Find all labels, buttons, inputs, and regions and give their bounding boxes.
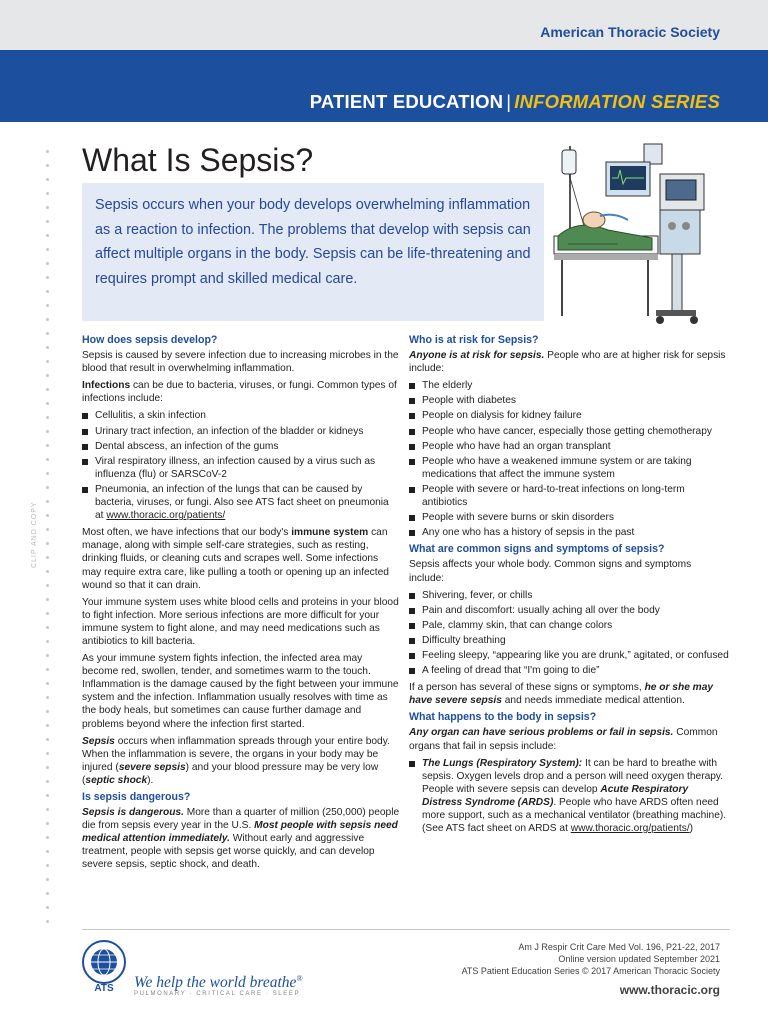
tagline-text: We help the world breathe [134, 974, 297, 992]
list-item: People who have cancer, especially those getting chemotherapy [409, 425, 729, 438]
list-item: Feeling sleepy, “appearing like you are drunk,” agitated, or confused [409, 649, 729, 662]
list-item: Shivering, fever, or chills [409, 589, 729, 602]
text: Most often, we have infections that our body's [82, 527, 292, 539]
left-column [82, 334, 400, 876]
svg-text:ATS: ATS [94, 983, 114, 992]
text: Without early and aggressive treatment, people with sepsis get worse quickly, and can develop severe sepsis, septic shock, and death. [82, 833, 375, 871]
list-item: People with severe burns or skin disorders [409, 511, 729, 524]
heading-is-dangerous: Is sepsis dangerous? [82, 791, 191, 803]
symptom-list [409, 589, 729, 678]
text: People who are at higher risk for sepsis include: [409, 350, 726, 375]
paragraph [82, 735, 400, 787]
clip-dotted-line [46, 150, 50, 934]
list-item: People who have a weakened immune system or are taking medications that affect the immune system [409, 455, 729, 481]
text: ). [147, 774, 154, 786]
bold-italic: The Lungs (Respiratory System): [422, 757, 583, 769]
update-note: Online version updated September 2021 [558, 954, 720, 964]
text: . People who have ARDS often need more support, such as a mechanical ventilator (breathing machine). (See ATS fact sheet on ARDS at [422, 796, 727, 835]
heading-who-at-risk: Who is at risk for Sepsis? [409, 334, 539, 346]
paragraph [409, 726, 729, 752]
list-item: People with severe or hard-to-treat infections on long-term antibiotics [409, 483, 729, 509]
list-item: A feeling of dread that “I'm going to die” [409, 664, 729, 677]
paragraph [82, 526, 400, 591]
series-copyright: ATS Patient Education Series © 2017 American Thoracic Society [461, 966, 720, 976]
citation-block [462, 941, 720, 977]
risk-list [409, 379, 729, 539]
text: Common organs that fail in sepsis include: [409, 727, 718, 752]
text: and needs immediate medical attention. [501, 695, 685, 707]
paragraph [82, 806, 400, 871]
page-title: What Is Sepsis? [82, 142, 314, 178]
text: Pneumonia, an infection of the lungs that can be caused by bacteria, viruses, or fungi. Also see ATS fact sheet on pneumonia at [95, 483, 389, 522]
list-item: The elderly [409, 379, 729, 392]
ards-link[interactable]: www.thoracic.org/patients/ [570, 823, 690, 835]
ats-logo [80, 940, 128, 992]
clip-and-copy-label: CLIP AND COPY [31, 501, 38, 568]
series-title [310, 91, 720, 113]
tagline [134, 974, 303, 992]
list-item: Viral respiratory illness, an infection caused by a virus such as influenza (flu) or SARSCoV-2 [82, 455, 400, 481]
heading-how-develop: How does sepsis develop? [82, 334, 218, 346]
bold-text: Infections [82, 380, 131, 392]
registered-mark: ® [296, 974, 303, 983]
bold-italic: severe sepsis [118, 761, 186, 773]
bold-italic: Acute Respiratory Distress Syndrome (ARDS) [422, 783, 689, 808]
series-sub: INFORMATION SERIES [514, 91, 720, 112]
citation: Am J Respir Crit Care Med Vol. 196, P21-22, 2017 [518, 942, 720, 952]
bold-text: immune system [291, 527, 369, 539]
bold-italic: septic shock [85, 774, 148, 786]
list-item: Any one who has a history of sepsis in the past [409, 526, 729, 539]
list-item [82, 483, 400, 522]
paragraph: Sepsis affects your whole body. Common signs and symptoms include: [409, 559, 692, 584]
text: More than a quarter of million (250,000) people die from sepsis every year in the U.S. [82, 807, 400, 832]
website-link[interactable]: www.thoracic.org [619, 983, 720, 997]
pneumonia-link[interactable]: www.thoracic.org/patients/ [106, 510, 226, 522]
paragraph [82, 379, 400, 405]
heading-signs-symptoms: What are common signs and symptoms of sepsis? [409, 543, 665, 556]
text: It can be hard to breathe with sepsis. Oxygen levels drop and a person will need oxygen therapy. People with severe sepsis can develop [422, 757, 724, 795]
list-item: Dental abscess, an infection of the gums [82, 440, 400, 453]
right-column [409, 334, 729, 839]
text: can be due to bacteria, viruses, or fungi. Common types of infections include: [82, 380, 397, 405]
heading-body-in-sepsis: What happens to the body in sepsis? [409, 711, 597, 724]
paragraph: Sepsis is caused by severe infection due to increasing microbes in the blood that result in overwhelming inflammation. [82, 350, 399, 375]
list-item [409, 757, 729, 836]
list-item: Cellulitis, a skin infection [82, 409, 400, 422]
text: ) [689, 823, 694, 835]
list-item: Difficulty breathing [409, 634, 729, 647]
paragraph [409, 681, 729, 707]
bold-italic: Most people with sepsis need medical attention immediately. [82, 820, 398, 845]
list-item: People with diabetes [409, 394, 729, 407]
bold-italic: Any organ can have serious problems or fail in sepsis. [409, 727, 674, 739]
bold-italic: Sepsis is dangerous. [82, 807, 184, 819]
bold-italic: he or she may have severe sepsis [409, 682, 714, 707]
list-item: Pain and discomfort: usually aching all over the body [409, 604, 729, 617]
list-item: People who have had an organ transplant [409, 440, 729, 453]
list-item: Pale, clammy skin, that can change colors [409, 619, 729, 632]
paragraph: As your immune system fights infection, the infected area may become red, swollen, tender, and sometimes warm to the touch. Inflammation is the damage caused by the fight between your immune system and the infection. Inflammation usually resolves with time as the body heals, but sometimes can cause further damage and problems beyond where the infection first started. [82, 653, 399, 730]
bold-italic: Anyone is at risk for sepsis. [409, 350, 545, 362]
series-separator: | [506, 91, 512, 112]
organ-list [409, 757, 729, 836]
intro-text: Sepsis occurs when your body develops overwhelming inflammation as a reaction to infection. The problems that develop with sepsis can affect multiple organs in the body. Sepsis can be life-threatening and requires prompt and skilled medical care. [95, 197, 531, 287]
footer-divider [82, 929, 730, 930]
intro-box [82, 183, 544, 321]
text: can manage, along with simple self-care strategies, such as resting, drinking fluids, or cleaning cuts and scrapes well. Some infections may require extra care, like pulling a tooth or opening up an infected wound so that it can drain. [82, 527, 389, 591]
infection-list [82, 409, 400, 522]
paragraph: Your immune system uses white blood cells and proteins in your blood to fight infection. More serious infections are more difficult for your immune system to fight alone, and may need medications such as antibiotics to kill bacteria. [82, 596, 399, 647]
text: ) and your blood pressure may be very low ( [82, 761, 379, 786]
list-item: Urinary tract infection, an infection of the bladder or kidneys [82, 425, 400, 438]
paragraph [409, 349, 729, 375]
hospital-patient-illustration [548, 140, 734, 328]
organization-name: American Thoracic Society [540, 24, 720, 40]
text: If a person has several of these signs or symptoms, [409, 682, 645, 694]
series-main: PATIENT EDUCATION [309, 91, 504, 112]
list-item: People on dialysis for kidney failure [409, 409, 729, 422]
bold-italic: Sepsis [82, 735, 115, 747]
specialties: PULMONARY · CRITICAL CARE · SLEEP [134, 991, 301, 997]
text: occurs when inflammation spreads through your entire body. When the inflammation is severe, the organs in your body may be injured ( [82, 735, 390, 773]
